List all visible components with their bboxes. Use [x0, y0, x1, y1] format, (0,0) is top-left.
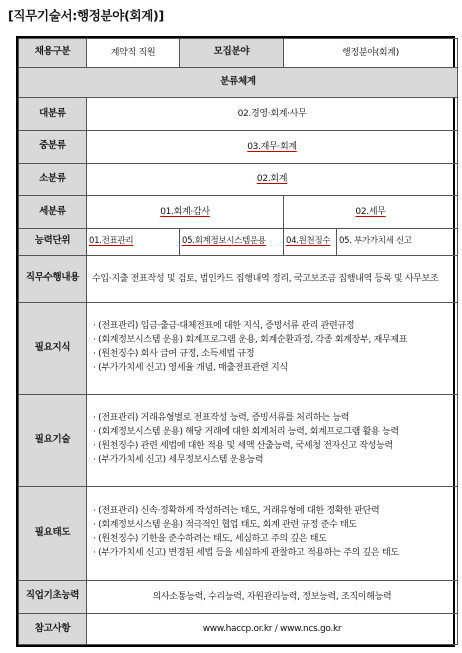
detail-label: 세분류 [19, 196, 87, 229]
minor-row [19, 163, 458, 196]
knowledge-row [19, 302, 458, 394]
unit-row [19, 229, 458, 256]
recruit-type-value: 계약직 직원 [87, 39, 180, 68]
list-item: · (전표관리) 거래유형별로 전표작성 능력, 증빙서류를 처리하는 능력 [93, 413, 350, 424]
list-item: · (전표관리) 입금·출금·대체전표에 대한 지식, 증빙서류 관리 관련규정 [93, 321, 355, 332]
middle-label: 중분류 [19, 130, 87, 163]
reference-label: 참고사항 [19, 614, 87, 645]
duties-row [19, 255, 458, 302]
duties-label: 직무수행내용 [19, 255, 87, 302]
list-item: · (회계정보시스템 운용) 적극적인 협업 태도, 회계 관련 규정 준수 태도 [93, 520, 357, 531]
basic-ability-label: 직업기초능력 [19, 580, 87, 614]
basic-ability-text: 의사소통능력, 수리능력, 자원관리능력, 정보능력, 조직이해능력 [87, 580, 458, 614]
unit-2: 05.회계정보시스템운용 [180, 229, 284, 256]
page-title: [직무기술서:행정분야(회계)] [8, 8, 164, 23]
detail-value-1: 01.회계·감사 [87, 196, 284, 229]
unit-1: 01.전표관리 [87, 229, 180, 256]
list-item: · (원천징수) 관련 세법에 대한 적용 및 세액 산출능력, 국세청 전자신고 작성능력 [93, 441, 393, 452]
unit-3: 04.원천징수 [284, 229, 337, 256]
knowledge-list [87, 302, 458, 394]
list-item: · (원천징수) 회사 급여 규정, 소득세법 규정 [93, 349, 255, 360]
minor-value: 02.회계 [87, 163, 458, 196]
field-value: 행정분야(회계) [284, 39, 458, 68]
major-row [19, 98, 458, 131]
attitude-label: 필요태도 [19, 486, 87, 580]
job-description-table [16, 36, 455, 647]
list-item: · (회계정보시스템 운용) 회계프로그램 운용, 회계순환과정, 각종 회계장부, 재무제표 [93, 335, 408, 346]
reference-row [19, 614, 458, 645]
minor-label: 소분류 [19, 163, 87, 196]
list-item: · (부가가치세 신고) 영세율 개념, 매출전표관련 지식 [93, 363, 288, 373]
field-label: 모집분야 [180, 39, 284, 68]
attitude-row [19, 486, 458, 580]
middle-value: 03.재무·회계 [87, 130, 458, 163]
major-label: 대분류 [19, 98, 87, 131]
middle-row [19, 130, 458, 163]
classification-title: 분류체계 [19, 67, 458, 98]
major-value: 02.경영·회계·사무 [87, 98, 458, 131]
list-item: · (전표관리) 신속·정확하게 작성하려는 태도, 거래유형에 대한 정확한 판단력 [93, 506, 380, 517]
attitude-list [87, 486, 458, 580]
recruit-row [19, 39, 458, 68]
detail-value-2: 02.세무 [284, 196, 458, 229]
reference-text: www.haccp.or.kr / www.ncs.go.kr [87, 614, 458, 645]
recruit-type-label: 채용구분 [19, 39, 87, 68]
knowledge-label: 필요지식 [19, 302, 87, 394]
list-item: · (부가가치세 신고) 세무정보시스템 운용능력 [93, 454, 264, 465]
skills-list [87, 394, 458, 486]
skills-row [19, 394, 458, 486]
unit-4: 05. 부가가치세 신고 [337, 229, 458, 256]
list-item: · (원천징수) 기한을 준수하려는 태도, 세심하고 주의 깊은 태도 [93, 534, 327, 545]
skills-label: 필요기술 [19, 394, 87, 486]
duties-text: 수입·지출 전표작성 및 검토, 법인카드 집행내역 정리, 국고보조금 집행내역 등록 및 사무보조 [87, 255, 458, 302]
classification-header-row [19, 67, 458, 98]
unit-label: 능력단위 [19, 229, 87, 256]
basic-ability-row [19, 580, 458, 614]
list-item: · (회계정보시스템 운용) 해당 거래에 대한 회계처리 능력, 회계프로그램 활용 능력 [93, 427, 399, 438]
detail-row [19, 196, 458, 229]
list-item: · (부가가치세 신고) 변경된 세법 등을 세심하게 관찰하고 적용하는 주의 깊은 태도 [93, 547, 399, 558]
